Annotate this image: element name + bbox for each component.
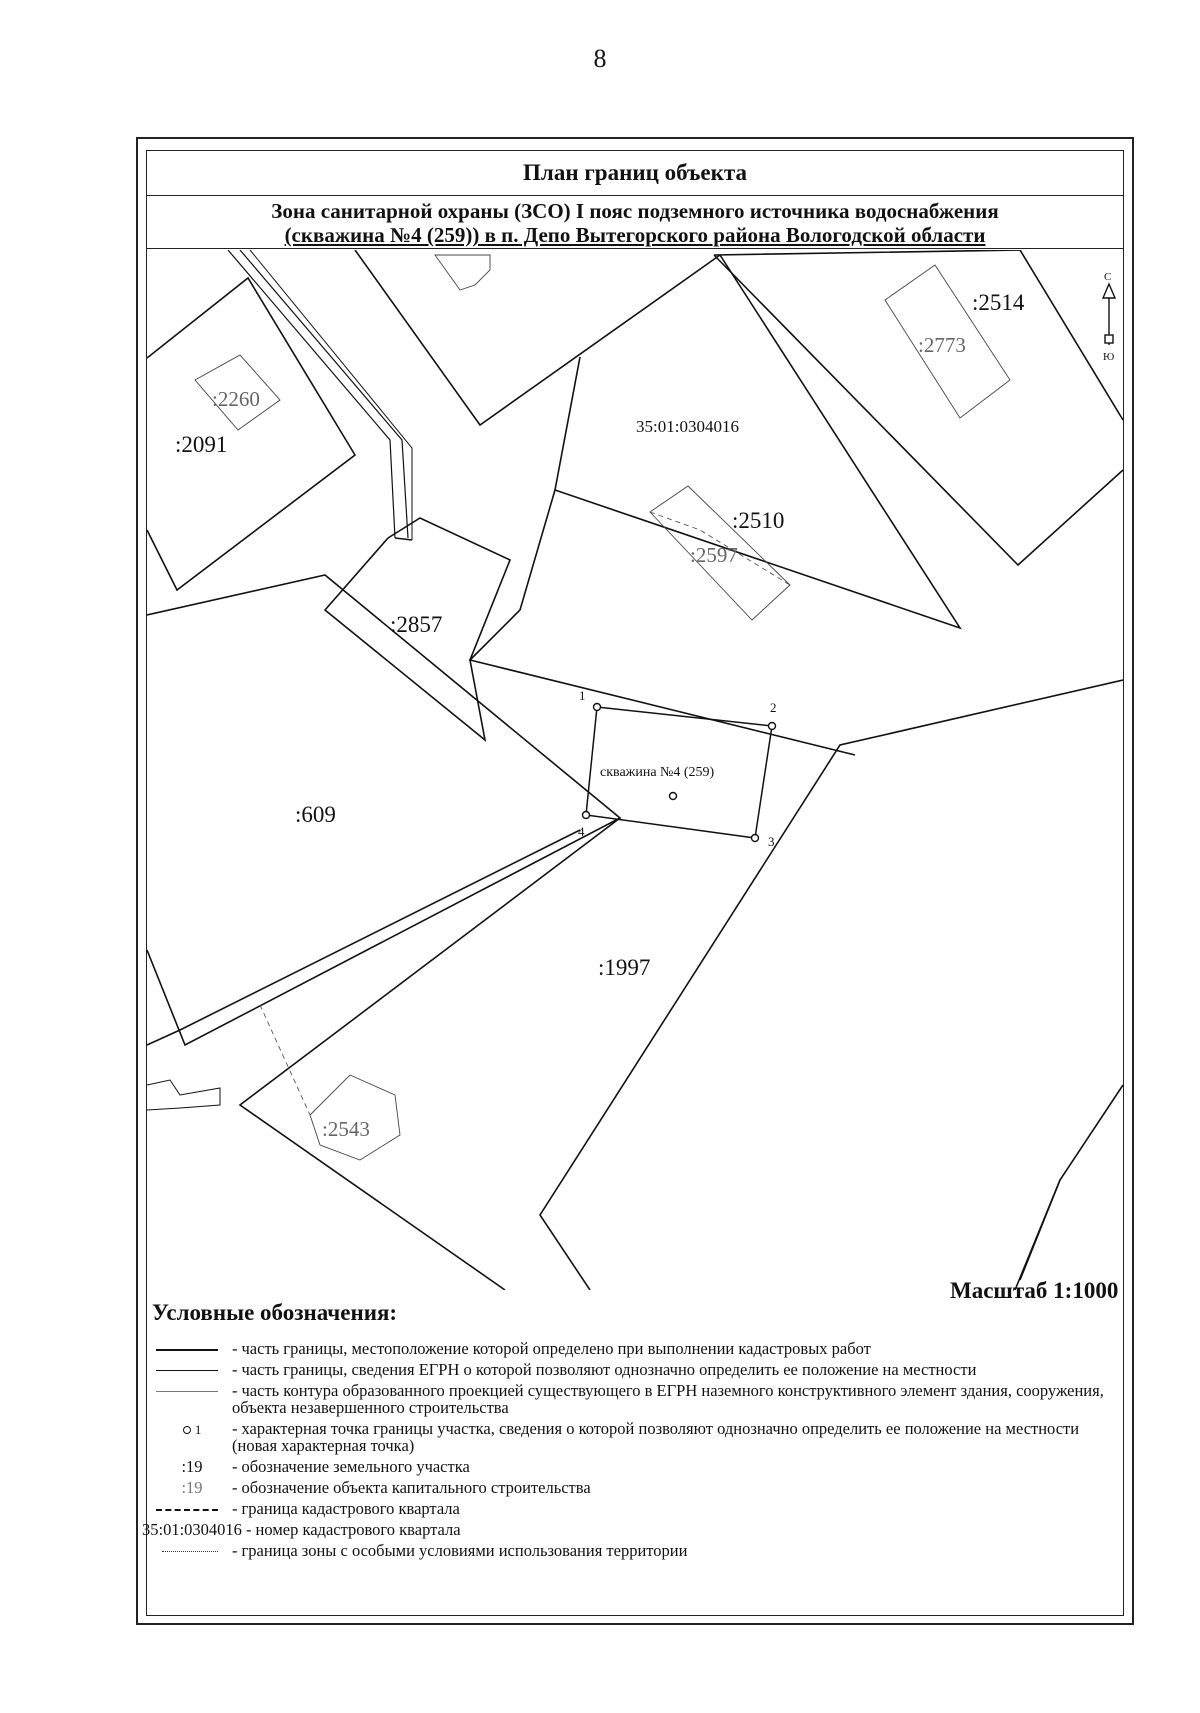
legend-symbol	[142, 1521, 242, 1538]
zone-boundary-2543	[260, 1005, 310, 1115]
legend-item: - часть контура образованного проекцией существующего в ЕГРН наземного конструктивного элемент здания, сооружения, объекта незавершенного строительства	[152, 1382, 1112, 1416]
legend-symbol	[152, 1361, 232, 1378]
parcel-boundary-609	[147, 575, 620, 1045]
legend-text: обозначение земельного участка	[241, 1457, 470, 1476]
legend-item: - часть границы, сведения ЕГРН о которой позволяют однозначно определить ее положение на местности	[152, 1361, 1112, 1378]
legend-symbol	[152, 1382, 232, 1399]
parcel-label-2514: :2514	[972, 290, 1025, 315]
legend-item: - часть границы, местоположение которой определено при выполнении кадастровых работ	[152, 1340, 1112, 1357]
building-label-2260: :2260	[212, 387, 260, 411]
point-label-3: 3	[768, 834, 775, 849]
legend-text: характерная точка границы участка, сведения о которой позволяют однозначно определить ее положение на местности (новая характерная точка)	[232, 1419, 1080, 1455]
legend-symbol-text: :19	[181, 1478, 203, 1497]
subtitle-line-2: (скважина №4 (259)) в п. Депо Вытегорского района Вологодской области	[284, 223, 986, 247]
parcel-label-2510: :2510	[732, 508, 785, 533]
north-letter: С	[1104, 271, 1112, 283]
parcel-label-2857: :2857	[390, 612, 443, 637]
legend-text: граница кадастрового квартала	[241, 1499, 460, 1518]
building-label-2773: :2773	[918, 333, 966, 357]
road-end	[395, 538, 412, 540]
legend-text: часть контура образованного проекцией существующего в ЕГРН наземного конструктивного элемент здания, сооружения, объекта незавершенного строительства	[232, 1381, 1104, 1417]
subtitle-line-1: Зона санитарной охраны (ЗСО) I пояс подземного источника водоснабжения	[271, 199, 999, 223]
point-label-2: 2	[770, 700, 777, 715]
road-edge-c	[250, 250, 412, 540]
building-contour-top	[435, 255, 490, 290]
parcel-boundary-2510-inner	[470, 490, 855, 755]
quarter-number-label: 35:01:0304016	[636, 417, 739, 436]
legend-text: обозначение объекта капитального строительства	[241, 1478, 591, 1497]
legend-title: Условные обозначения:	[152, 1300, 398, 1325]
parcel-boundary-1997-west	[240, 818, 620, 1290]
boundary-point-2	[769, 723, 776, 730]
north-arrow-icon	[1103, 284, 1115, 345]
legend-text: номер кадастрового квартала	[255, 1520, 461, 1539]
building-outline-left	[147, 1080, 220, 1110]
parcel-boundary-se	[1015, 1085, 1123, 1290]
parcel-boundary-top	[355, 250, 720, 425]
legend-symbol	[152, 1479, 232, 1496]
south-letter: Ю	[1103, 351, 1115, 363]
boundary-point-3	[752, 835, 759, 842]
page-number: 8	[593, 44, 607, 73]
point-label-1: 1	[579, 688, 586, 703]
legend-item: :19 - обозначение объекта капитального строительства	[152, 1479, 1112, 1496]
well-label: скважина №4 (259)	[600, 765, 715, 780]
legend-symbol-text: 35:01:0304016	[142, 1520, 242, 1539]
boundary-point-4	[583, 812, 590, 819]
legend-symbol	[152, 1340, 232, 1357]
legend-text: часть границы, местоположение которой определено при выполнении кадастровых работ	[241, 1339, 871, 1358]
well-point	[670, 793, 677, 800]
plan-title: План границ объекта	[146, 150, 1124, 196]
legend-text: граница зоны с особыми условиями использования территории	[241, 1541, 688, 1560]
building-label-2543: :2543	[322, 1117, 370, 1141]
parcel-label-2091: :2091	[175, 432, 228, 457]
legend-symbol	[152, 1458, 232, 1475]
parcel-label-1997: :1997	[598, 955, 651, 980]
legend-item: 35:01:0304016 - номер кадастрового квартала	[142, 1520, 461, 1539]
boundary-point-1	[594, 704, 601, 711]
legend-symbol	[152, 1500, 232, 1517]
legend-symbol	[152, 1420, 232, 1437]
legend-symbol-text: 1	[194, 1422, 202, 1437]
point-label-4: 4	[578, 824, 585, 839]
scale-label: Масштаб 1:1000	[950, 1278, 1119, 1303]
legend-symbol	[152, 1542, 232, 1559]
legend-item: :19 - обозначение земельного участка	[152, 1458, 1112, 1475]
legend-text: часть границы, сведения ЕГРН о которой позволяют однозначно определить ее положение на местности	[241, 1360, 977, 1379]
legend-item: 1 - характерная точка границы участка, сведения о которой позволяют однозначно определить ее положение на местности (новая характерная точка)	[152, 1420, 1112, 1454]
legend	[142, 1339, 1112, 1563]
building-label-2597: :2597	[690, 543, 738, 567]
legend-item: - граница зоны с особыми условиями использования территории	[152, 1542, 1112, 1559]
parcel-boundary-2510	[555, 255, 960, 628]
point-symbol-icon	[183, 1426, 191, 1434]
scale-pointer	[1020, 1180, 1060, 1280]
legend-symbol-text: :19	[181, 1457, 203, 1476]
parcel-label-609: :609	[295, 802, 336, 827]
parcel-boundary-diagonal	[147, 830, 580, 1045]
legend-item: - граница кадастрового квартала	[152, 1500, 1112, 1517]
